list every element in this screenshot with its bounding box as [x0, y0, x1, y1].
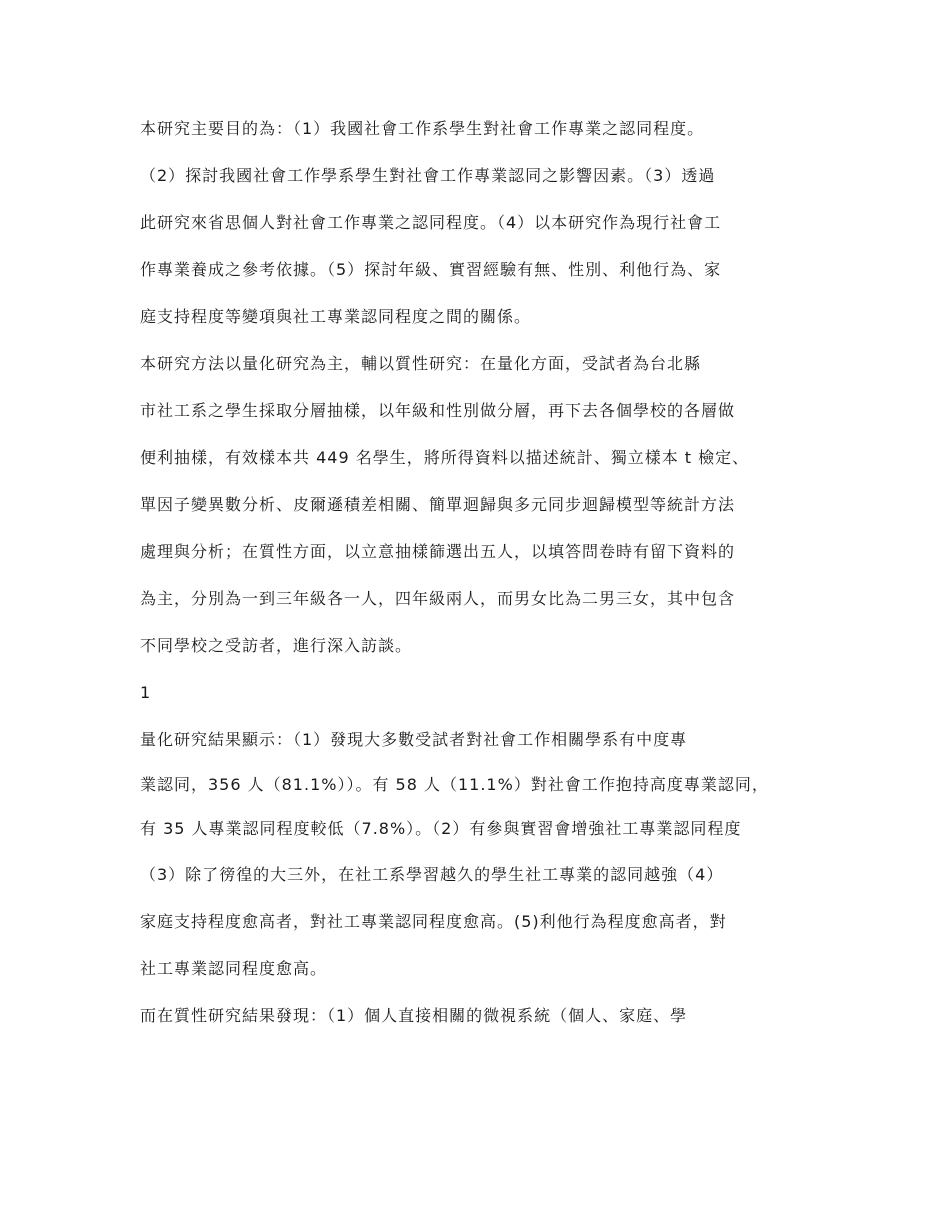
paragraph-line: 本研究主要目的為：（1）我國社會工作系學生對社會工作專業之認同程度。 — [140, 119, 705, 138]
paragraph-line: 處理與分析；在質性方面，以立意抽樣篩選出五人，以填答問卷時有留下資料的 — [140, 542, 736, 561]
body-text — [140, 116, 820, 1050]
paragraph-line: 此研究來省思個人對社會工作專業之認同程度。（4）以本研究作為現行社會工 — [140, 213, 722, 232]
paragraph-line: （2）探討我國社會工作學系學生對社會工作專業認同之影響因素。（3）透過 — [140, 166, 716, 185]
paragraph-line: 庭支持程度等變項與社工專業認同程度之間的關係。 — [140, 307, 532, 326]
paragraph-line: 而在質性研究結果發現：（1）個人直接相關的微視系統（個人、家庭、學 — [140, 1006, 688, 1025]
paragraph-line: 便利抽樣，有效樣本共 449 名學生，將所得資料以描述統計、獨立樣本 t 檢定、 — [140, 448, 750, 467]
paragraph-line: 作專業養成之參考依據。（5）探討年級、實習經驗有無、性別、利他行為、家 — [140, 260, 722, 279]
paragraph-line: 本研究方法以量化研究為主，輔以質性研究：在量化方面，受試者為台北縣 — [140, 354, 702, 373]
paragraph-line: 社工專業認同程度愈高。 — [140, 959, 328, 978]
paragraph-line: 有 35 人專業認同程度較低（7.8%）。（2）有參與實習會增強社工專業認同程度 — [140, 819, 742, 838]
paragraph-line: 不同學校之受訪者，進行深入訪談。 — [140, 636, 413, 655]
paragraph-line: 為主，分別為一到三年級各一人，四年級兩人，而男女比為二男三女，其中包含 — [140, 589, 736, 608]
paragraph-line: 量化研究結果顯示：（1）發現大多數受試者對社會工作相關學系有中度專 — [140, 730, 688, 749]
paragraph-line: 家庭支持程度愈高者，對社工專業認同程度愈高。(5)利他行為程度愈高者，對 — [140, 912, 727, 931]
paragraph-line: 單因子變異數分析、皮爾遜積差相關、簡單迴歸與多元同步迴歸模型等統計方法 — [140, 495, 736, 514]
paragraph-line: 市社工系之學生採取分層抽樣，以年級和性別做分層，再下去各個學校的各層做 — [140, 401, 736, 420]
paragraph-line: 業認同，356 人（81.1%））。有 58 人（11.1%）對社會工作抱持高度專業認同， — [140, 775, 769, 794]
page-number: 1 — [140, 683, 152, 702]
paragraph-line: （3）除了徬徨的大三外，在社工系學習越久的學生社工專業的認同越強（4） — [140, 865, 724, 884]
